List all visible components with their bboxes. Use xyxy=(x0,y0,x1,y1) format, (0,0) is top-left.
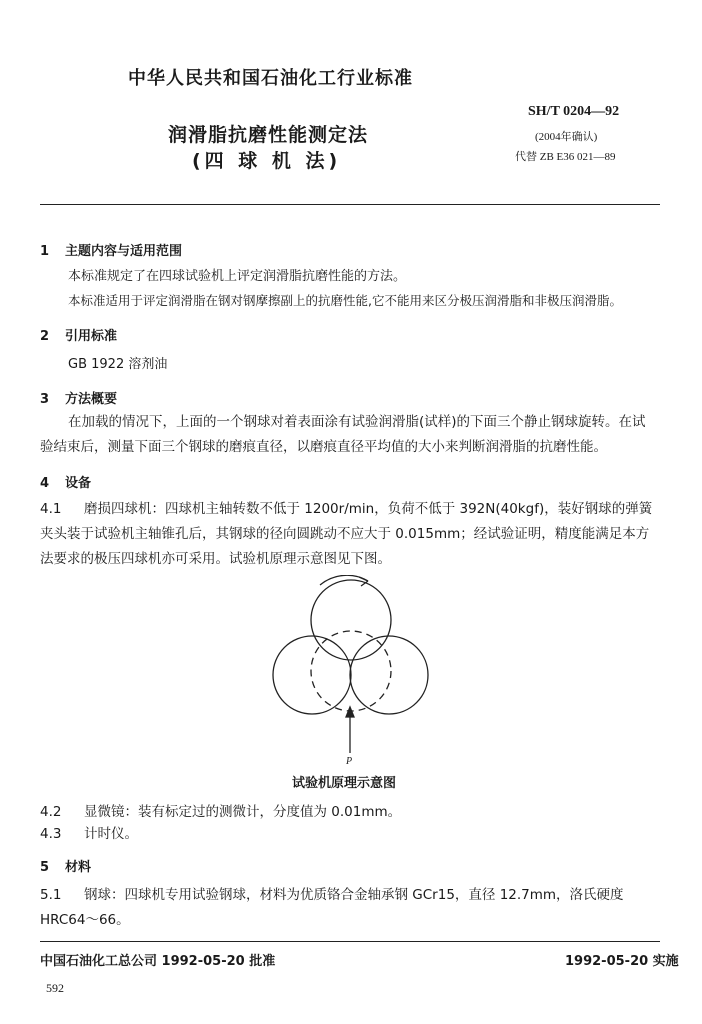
clause-number: 4.3 xyxy=(40,826,62,842)
document-title: 润滑脂抗磨性能测定法 xyxy=(168,124,369,146)
section-title: 主题内容与适用范围 xyxy=(65,244,183,259)
section-1-paragraph-2: 本标准适用于评定润滑脂在钢对钢摩擦副上的抗磨性能,它不能用来区分极压润滑脂和非极压润滑脂。 xyxy=(68,293,622,308)
page-number: 592 xyxy=(46,981,64,995)
figure-caption: 试验机原理示意图 xyxy=(292,776,397,791)
clause-4-2 xyxy=(40,803,401,821)
clause-text: 磨损四球机：四球机主轴转数不低于 1200r/min，负荷不低于 392N(40kgf)，装好钢球的弹簧夹头装于试验机主轴锥孔后，其钢球的径向圆跳动不应大于 0.015mm；经试验证明，精度能满足本方法要求的极压四球机亦可采用。试验机原理示意图见下图。 xyxy=(40,501,653,567)
section-4-heading xyxy=(40,472,91,491)
section-number: 5 xyxy=(40,860,50,875)
section-number: 2 xyxy=(40,329,50,344)
lower-ball-right xyxy=(350,636,428,714)
clause-number: 4.2 xyxy=(40,804,62,820)
load-arrow-head xyxy=(346,707,354,717)
section-title: 方法概要 xyxy=(65,392,118,407)
section-5-heading xyxy=(40,856,91,875)
header-divider xyxy=(40,204,660,205)
clause-4-1 xyxy=(40,497,656,572)
clause-4-3 xyxy=(40,825,138,843)
issuing-body: 中华人民共和国石油化工行业标准 xyxy=(128,68,413,89)
section-3-heading xyxy=(40,388,117,407)
section-2-heading xyxy=(40,325,117,344)
lower-ball-left xyxy=(273,636,351,714)
section-3-paragraph: 在加载的情况下，上面的一个钢球对着表面涂有试验润滑脂(试样)的下面三个静止钢球旋转。在试验结束后，测量下面三个钢球的磨痕直径，以磨痕直径平均值的大小来判断润滑脂的抗磨性能。 xyxy=(40,414,646,455)
document-subtitle: (四 球 机 法) xyxy=(192,150,342,172)
clause-text: 显微镜：装有标定过的测微计，分度值为 0.01mm。 xyxy=(84,804,402,820)
clause-5-1 xyxy=(40,883,656,933)
standard-code: SH/T 0204—92 xyxy=(528,104,620,119)
section-number: 3 xyxy=(40,392,50,407)
clause-text: 钢球：四球机专用试验钢球，材料为优质铬合金轴承钢 GCr15，直径 12.7mm，洛氏硬度 HRC64～66。 xyxy=(40,887,624,928)
footer-divider xyxy=(40,941,660,942)
upper-rotating-ball xyxy=(311,580,391,660)
clause-text: 计时仪。 xyxy=(84,826,138,842)
reference-standard: GB 1922 溶剂油 xyxy=(68,357,168,372)
four-ball-schematic xyxy=(260,575,440,765)
section-title: 引用标准 xyxy=(65,329,118,344)
confirmation-note: (2004年确认) xyxy=(535,131,598,143)
section-number: 1 xyxy=(40,244,50,259)
section-title: 材料 xyxy=(65,860,92,875)
section-number: 4 xyxy=(40,476,50,491)
section-1-paragraph-1: 本标准规定了在四球试验机上评定润滑脂抗磨性能的方法。 xyxy=(68,269,407,284)
section-title: 设备 xyxy=(65,476,92,491)
approval-note: 中国石油化工总公司 1992-05-20 批准 xyxy=(40,954,276,969)
implementation-note: 1992-05-20 实施 xyxy=(565,954,679,969)
section-1-heading xyxy=(40,240,182,259)
load-label: P xyxy=(346,756,353,765)
replaces-note: 代替 ZB E36 021—89 xyxy=(515,151,616,163)
clause-number: 4.1 xyxy=(40,501,62,517)
clause-number: 5.1 xyxy=(40,887,62,903)
